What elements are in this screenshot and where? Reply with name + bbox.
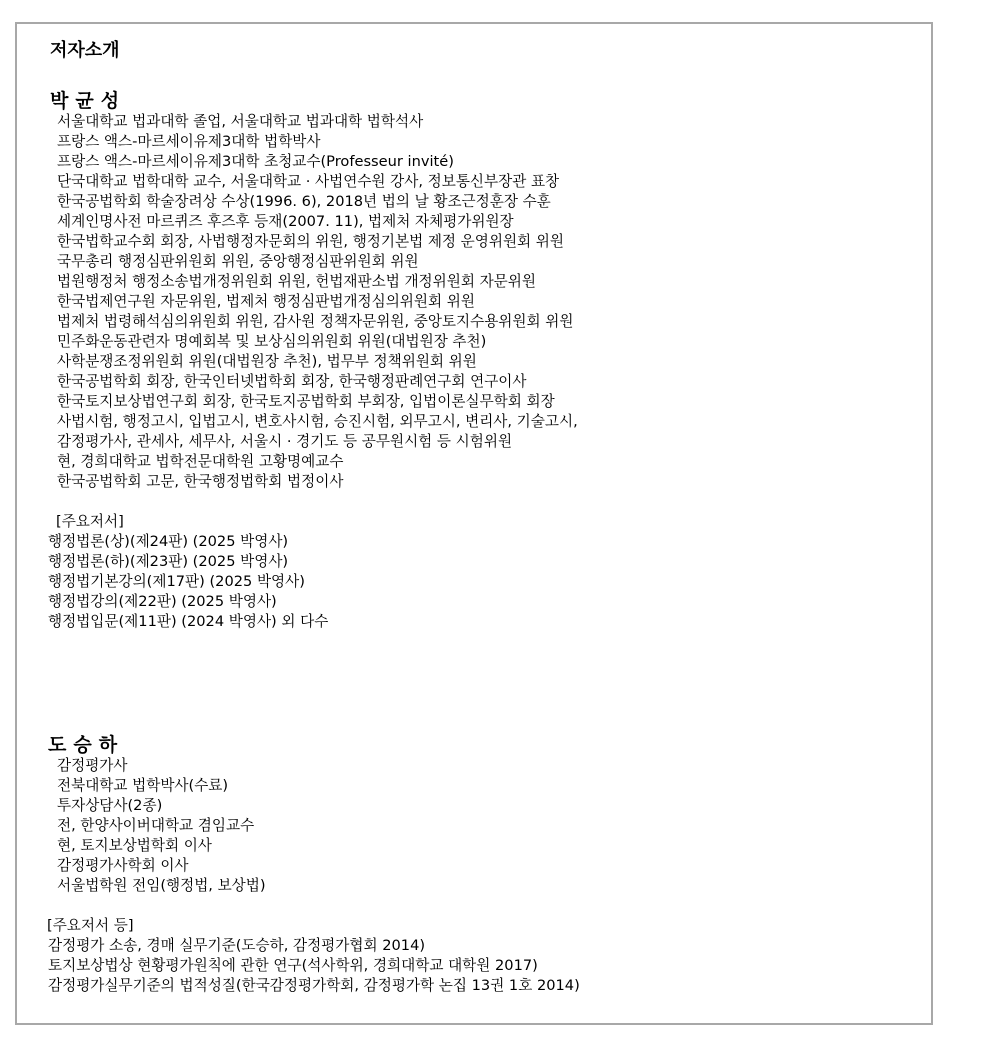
works-item: 행정법기본강의(제17판) (2025 박영사) bbox=[48, 573, 305, 590]
career-item: 단국대학교 법학대학 교수, 서울대학교 · 사법연수원 강사, 정보통신부장관 표창 bbox=[57, 173, 560, 190]
career-item: 서울법학원 전임(행정법, 보상법) bbox=[57, 877, 266, 894]
career-item: 한국공법학회 학술장려상 수상(1996. 6), 2018년 법의 날 황조근정훈장 수훈 bbox=[57, 193, 551, 210]
works-item: 행정법론(상)(제24판) (2025 박영사) bbox=[48, 533, 289, 550]
works-item: 행정법입문(제11판) (2024 박영사) 외 다수 bbox=[48, 613, 329, 630]
career-item: 한국법학교수회 회장, 사법행정자문회의 위원, 행정기본법 제정 운영위원회 위원 bbox=[57, 233, 564, 250]
page-title: 저자소개 bbox=[50, 40, 120, 61]
works-item: 행정법강의(제22판) (2025 박영사) bbox=[48, 593, 277, 610]
author1-career-list bbox=[57, 112, 578, 492]
career-item: 전북대학교 법학박사(수료) bbox=[57, 777, 229, 794]
career-item: 세계인명사전 마르퀴즈 후즈후 등재(2007. 11), 법제처 자체평가위원장 bbox=[57, 213, 514, 230]
career-item: 사법시험, 행정고시, 입법고시, 변호사시험, 승진시험, 외무고시, 변리사, 기술고시, bbox=[57, 413, 578, 430]
career-item: 투자상담사(2종) bbox=[57, 797, 163, 814]
author2-career-list bbox=[57, 756, 266, 896]
author2-name: 도승하 bbox=[48, 734, 125, 756]
career-item: 법원행정처 행정소송법개정위원회 위원, 헌법재판소법 개정위원회 자문위원 bbox=[57, 273, 536, 290]
works-item: 토지보상법상 현황평가원칙에 관한 연구(석사학위, 경희대학교 대학원 2017) bbox=[48, 957, 538, 974]
author2-works-heading: [주요저서 등] bbox=[47, 917, 134, 934]
works-item: 감정평가실무기준의 법적성질(한국감정평가학회, 감정평가학 논집 13권 1호 2014) bbox=[48, 977, 580, 994]
career-item: 한국법제연구원 자문위원, 법제처 행정심판법개정심의위원회 위원 bbox=[57, 293, 475, 310]
career-item: 한국공법학회 회장, 한국인터넷법학회 회장, 한국행정판례연구회 연구이사 bbox=[57, 373, 527, 390]
career-item: 한국토지보상법연구회 회장, 한국토지공법학회 부회장, 입법이론실무학회 회장 bbox=[57, 393, 555, 410]
career-item: 서울대학교 법과대학 졸업, 서울대학교 법과대학 법학석사 bbox=[57, 113, 424, 130]
career-item: 한국공법학회 고문, 한국행정법학회 법정이사 bbox=[57, 473, 344, 490]
career-item: 감정평가사 bbox=[57, 757, 128, 774]
author1-name: 박균성 bbox=[50, 90, 127, 112]
works-item: 감정평가 소송, 경매 실무기준(도승하, 감정평가협회 2014) bbox=[48, 937, 426, 954]
career-item: 현, 경희대학교 법학전문대학원 고황명예교수 bbox=[57, 453, 344, 470]
career-item: 국무총리 행정심판위원회 위원, 중앙행정심판위원회 위원 bbox=[57, 253, 419, 270]
author2-works-list bbox=[48, 936, 580, 996]
career-item: 민주화운동관련자 명예회복 및 보상심의위원회 위원(대법원장 추천) bbox=[57, 333, 487, 350]
career-item: 프랑스 액스-마르세이유제3대학 초청교수(Professeur invité) bbox=[57, 153, 454, 170]
works-item: 행정법론(하)(제23판) (2025 박영사) bbox=[48, 553, 289, 570]
career-item: 법제처 법령해석심의위원회 위원, 감사원 정책자문위원, 중앙토지수용위원회 위원 bbox=[57, 313, 574, 330]
career-item: 전, 한양사이버대학교 겸임교수 bbox=[57, 817, 255, 834]
career-item: 사학분쟁조정위원회 위원(대법원장 추천), 법무부 정책위원회 위원 bbox=[57, 353, 477, 370]
career-item: 현, 토지보상법학회 이사 bbox=[57, 837, 212, 854]
career-item: 감정평가사, 관세사, 세무사, 서울시 · 경기도 등 공무원시험 등 시험위원 bbox=[57, 433, 513, 450]
career-item: 감정평가사학회 이사 bbox=[57, 857, 189, 874]
author1-works-heading: [주요저서] bbox=[56, 513, 124, 530]
career-item: 프랑스 액스-마르세이유제3대학 법학박사 bbox=[57, 133, 321, 150]
author1-works-list bbox=[48, 532, 328, 632]
